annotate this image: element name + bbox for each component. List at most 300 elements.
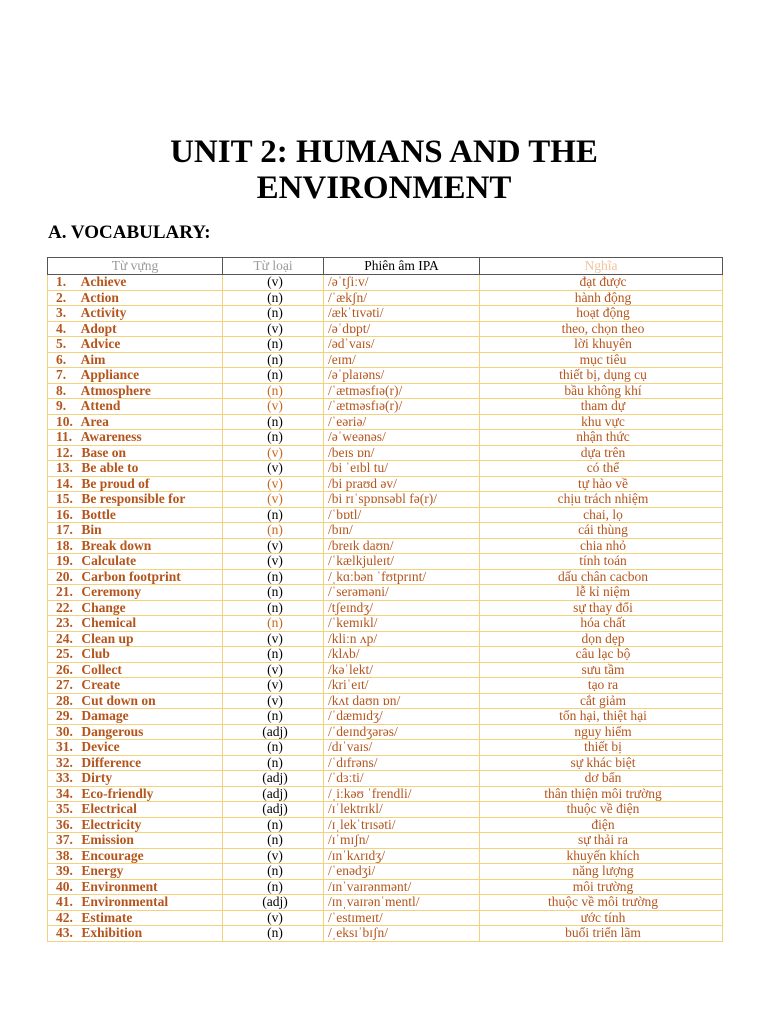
row-number: 4. bbox=[56, 321, 67, 336]
row-number: 41. bbox=[56, 894, 73, 910]
part-of-speech: (v) bbox=[223, 554, 324, 570]
word-text: Damage bbox=[81, 708, 129, 724]
vocab-word bbox=[48, 461, 223, 477]
table-row bbox=[48, 647, 723, 663]
part-of-speech: (v) bbox=[223, 461, 324, 477]
ipa-transcription: /beɪs ɒn/ bbox=[324, 445, 480, 461]
meaning: tạo ra bbox=[480, 678, 723, 694]
word-text: Bottle bbox=[81, 507, 116, 522]
vocab-word bbox=[48, 740, 223, 756]
ipa-transcription: /eɪm/ bbox=[324, 352, 480, 368]
table-row bbox=[48, 321, 723, 337]
ipa-transcription: /ˈækʃn/ bbox=[324, 290, 480, 306]
table-row bbox=[48, 399, 723, 415]
vocab-word bbox=[48, 414, 223, 430]
meaning: tự hào về bbox=[480, 476, 723, 492]
part-of-speech: (n) bbox=[223, 616, 324, 632]
part-of-speech: (v) bbox=[223, 910, 324, 926]
part-of-speech: (n) bbox=[223, 290, 324, 306]
table-row bbox=[48, 771, 723, 787]
word-text: Break down bbox=[81, 538, 152, 553]
row-number: 14. bbox=[56, 476, 73, 491]
part-of-speech: (adj) bbox=[223, 724, 324, 740]
ipa-transcription: /kʌt daʊn ɒn/ bbox=[324, 693, 480, 709]
table-row bbox=[48, 337, 723, 353]
table-row bbox=[48, 290, 723, 306]
row-number: 23. bbox=[56, 615, 73, 631]
meaning: chai, lọ bbox=[480, 507, 723, 523]
part-of-speech: (n) bbox=[223, 926, 324, 942]
row-number: 37. bbox=[56, 832, 73, 848]
vocab-word bbox=[48, 507, 223, 523]
meaning: sự thải ra bbox=[480, 833, 723, 849]
table-row bbox=[48, 864, 723, 880]
meaning: dấu chân cacbon bbox=[480, 569, 723, 585]
row-number: 34. bbox=[56, 786, 73, 801]
word-text: Difference bbox=[81, 755, 142, 770]
row-number: 38. bbox=[56, 848, 73, 863]
ipa-transcription: /kliːn ʌp/ bbox=[324, 631, 480, 647]
part-of-speech: (n) bbox=[223, 507, 324, 523]
table-row bbox=[48, 507, 723, 523]
vocab-word bbox=[48, 631, 223, 647]
ipa-transcription: /ˈbɒtl/ bbox=[324, 507, 480, 523]
table-row bbox=[48, 724, 723, 740]
vocab-word bbox=[48, 926, 223, 942]
ipa-transcription: /ˈkælkjuleɪt/ bbox=[324, 554, 480, 570]
row-number: 12. bbox=[56, 445, 73, 460]
table-row bbox=[48, 414, 723, 430]
word-text: Area bbox=[80, 414, 109, 429]
part-of-speech: (n) bbox=[223, 430, 324, 446]
table-row bbox=[48, 833, 723, 849]
ipa-transcription: /əˈdɒpt/ bbox=[324, 321, 480, 337]
row-number: 28. bbox=[56, 693, 73, 708]
word-text: Club bbox=[81, 646, 110, 662]
row-number: 17. bbox=[56, 522, 73, 538]
part-of-speech: (adj) bbox=[223, 802, 324, 818]
row-number: 10. bbox=[56, 414, 73, 429]
vocab-word bbox=[48, 864, 223, 880]
ipa-transcription: /bi ˈeɪbl tu/ bbox=[324, 461, 480, 477]
word-text: Activity bbox=[80, 305, 127, 321]
ipa-transcription: /bɪn/ bbox=[324, 523, 480, 539]
part-of-speech: (adj) bbox=[223, 895, 324, 911]
part-of-speech: (n) bbox=[223, 569, 324, 585]
ipa-transcription: /ədˈvaɪs/ bbox=[324, 337, 480, 353]
row-number: 25. bbox=[56, 646, 73, 662]
ipa-transcription: /bi praʊd əv/ bbox=[324, 476, 480, 492]
word-text: Be able to bbox=[81, 460, 139, 476]
vocab-word bbox=[48, 848, 223, 864]
meaning: theo, chọn theo bbox=[480, 321, 723, 337]
word-text: Calculate bbox=[81, 553, 137, 569]
table-row bbox=[48, 910, 723, 926]
word-text: Clean up bbox=[81, 631, 134, 646]
part-of-speech: (n) bbox=[223, 368, 324, 384]
ipa-transcription: /ɪˈlektrɪkl/ bbox=[324, 802, 480, 818]
row-number: 39. bbox=[56, 863, 73, 879]
ipa-transcription: /əˈplaɪəns/ bbox=[324, 368, 480, 384]
row-number: 31. bbox=[56, 739, 73, 755]
word-text: Be responsible for bbox=[81, 491, 186, 507]
meaning: cái thùng bbox=[480, 523, 723, 539]
ipa-transcription: /əˈtʃiːv/ bbox=[324, 275, 480, 291]
meaning: tham dự bbox=[480, 399, 723, 415]
row-number: 5. bbox=[56, 336, 67, 352]
row-number: 13. bbox=[56, 460, 73, 476]
ipa-transcription: /ˈdæmɪdʒ/ bbox=[324, 709, 480, 725]
part-of-speech: (n) bbox=[223, 647, 324, 663]
vocab-word bbox=[48, 817, 223, 833]
meaning: lời khuyên bbox=[480, 337, 723, 353]
row-number: 15. bbox=[56, 491, 73, 507]
word-text: Create bbox=[81, 677, 121, 693]
ipa-transcription: /bi rɪˈspɒnsəbl fə(r)/ bbox=[324, 492, 480, 508]
table-row bbox=[48, 600, 723, 616]
vocab-word bbox=[48, 879, 223, 895]
vocab-word bbox=[48, 569, 223, 585]
row-number: 35. bbox=[56, 801, 73, 817]
meaning: hoạt động bbox=[480, 306, 723, 322]
header-word: Từ vựng bbox=[48, 258, 223, 275]
row-number: 8. bbox=[56, 383, 67, 398]
table-row bbox=[48, 445, 723, 461]
table-row bbox=[48, 476, 723, 492]
word-text: Cut down on bbox=[81, 693, 156, 708]
part-of-speech: (v) bbox=[223, 848, 324, 864]
row-number: 26. bbox=[56, 662, 73, 677]
table-row bbox=[48, 554, 723, 570]
word-text: Energy bbox=[81, 863, 124, 879]
title-line-2: ENVIRONMENT bbox=[256, 170, 512, 206]
vocab-word bbox=[48, 554, 223, 570]
row-number: 9. bbox=[56, 398, 67, 414]
vocab-word bbox=[48, 290, 223, 306]
ipa-transcription: /ɪnˌvaɪrənˈmentl/ bbox=[324, 895, 480, 911]
meaning: tổn hại, thiệt hại bbox=[480, 709, 723, 725]
meaning: đạt được bbox=[480, 275, 723, 291]
vocab-word bbox=[48, 352, 223, 368]
vocab-word bbox=[48, 724, 223, 740]
meaning: thiết bị, dụng cụ bbox=[480, 368, 723, 384]
meaning: nhận thức bbox=[480, 430, 723, 446]
table-row bbox=[48, 740, 723, 756]
meaning: ước tính bbox=[480, 910, 723, 926]
table-header-row bbox=[48, 258, 723, 275]
table-row bbox=[48, 678, 723, 694]
part-of-speech: (n) bbox=[223, 879, 324, 895]
table-row bbox=[48, 352, 723, 368]
ipa-transcription: /ækˈtɪvəti/ bbox=[324, 306, 480, 322]
table-row bbox=[48, 461, 723, 477]
word-text: Dangerous bbox=[81, 724, 144, 739]
row-number: 1. bbox=[56, 274, 67, 290]
table-row bbox=[48, 383, 723, 399]
part-of-speech: (v) bbox=[223, 662, 324, 678]
row-number: 33. bbox=[56, 770, 73, 786]
vocab-word bbox=[48, 476, 223, 492]
part-of-speech: (v) bbox=[223, 476, 324, 492]
meaning: tính toán bbox=[480, 554, 723, 570]
meaning: nguy hiểm bbox=[480, 724, 723, 740]
table-row bbox=[48, 802, 723, 818]
vocab-word bbox=[48, 337, 223, 353]
row-number: 2. bbox=[56, 290, 67, 305]
part-of-speech: (n) bbox=[223, 383, 324, 399]
ipa-transcription: /ɪˈmɪʃn/ bbox=[324, 833, 480, 849]
header-meaning: Nghĩa bbox=[480, 258, 723, 275]
ipa-transcription: /breɪk daʊn/ bbox=[324, 538, 480, 554]
vocab-word bbox=[48, 445, 223, 461]
row-number: 36. bbox=[56, 817, 73, 832]
row-number: 21. bbox=[56, 584, 73, 600]
word-text: Advice bbox=[80, 336, 121, 352]
part-of-speech: (n) bbox=[223, 864, 324, 880]
row-number: 16. bbox=[56, 507, 73, 522]
vocab-word bbox=[48, 523, 223, 539]
meaning: lễ kỉ niệm bbox=[480, 585, 723, 601]
meaning: khu vực bbox=[480, 414, 723, 430]
row-number: 42. bbox=[56, 910, 73, 925]
table-row bbox=[48, 662, 723, 678]
part-of-speech: (v) bbox=[223, 678, 324, 694]
word-text: Change bbox=[81, 600, 126, 615]
part-of-speech: (n) bbox=[223, 414, 324, 430]
part-of-speech: (v) bbox=[223, 631, 324, 647]
table-row bbox=[48, 492, 723, 508]
word-text: Collect bbox=[81, 662, 122, 677]
word-text: Eco-friendly bbox=[81, 786, 154, 801]
meaning: mục tiêu bbox=[480, 352, 723, 368]
row-number: 24. bbox=[56, 631, 73, 646]
word-text: Dirty bbox=[81, 770, 113, 786]
vocab-word bbox=[48, 678, 223, 694]
table-row bbox=[48, 430, 723, 446]
vocab-word bbox=[48, 647, 223, 663]
row-number: 30. bbox=[56, 724, 73, 739]
table-row bbox=[48, 631, 723, 647]
meaning: dơ bẩn bbox=[480, 771, 723, 787]
table-row bbox=[48, 616, 723, 632]
ipa-transcription: /ɪˌlekˈtrɪsəti/ bbox=[324, 817, 480, 833]
part-of-speech: (n) bbox=[223, 755, 324, 771]
part-of-speech: (v) bbox=[223, 275, 324, 291]
part-of-speech: (n) bbox=[223, 740, 324, 756]
meaning: chia nhỏ bbox=[480, 538, 723, 554]
ipa-transcription: /ɪnˈvaɪrənmənt/ bbox=[324, 879, 480, 895]
ipa-transcription: /ˌeksɪˈbɪʃn/ bbox=[324, 926, 480, 942]
word-text: Encourage bbox=[81, 848, 144, 863]
part-of-speech: (n) bbox=[223, 709, 324, 725]
word-text: Awareness bbox=[80, 429, 142, 445]
table-row bbox=[48, 848, 723, 864]
header-part-of-speech: Từ loại bbox=[223, 258, 324, 275]
row-number: 18. bbox=[56, 538, 73, 553]
ipa-transcription: /tʃeɪndʒ/ bbox=[324, 600, 480, 616]
vocab-word bbox=[48, 802, 223, 818]
meaning: dọn dẹp bbox=[480, 631, 723, 647]
part-of-speech: (n) bbox=[223, 337, 324, 353]
table-body bbox=[48, 275, 723, 942]
vocab-word bbox=[48, 616, 223, 632]
ipa-transcription: /ˈætməsfɪə(r)/ bbox=[324, 399, 480, 415]
vocab-word bbox=[48, 693, 223, 709]
part-of-speech: (v) bbox=[223, 693, 324, 709]
ipa-transcription: /kriˈeɪt/ bbox=[324, 678, 480, 694]
word-text: Device bbox=[81, 739, 120, 755]
part-of-speech: (adj) bbox=[223, 786, 324, 802]
row-number: 11. bbox=[56, 429, 73, 445]
part-of-speech: (v) bbox=[223, 445, 324, 461]
meaning: thân thiện môi trường bbox=[480, 786, 723, 802]
word-text: Exhibition bbox=[81, 925, 143, 941]
meaning: dựa trên bbox=[480, 445, 723, 461]
word-text: Carbon footprint bbox=[81, 569, 181, 584]
meaning: hành động bbox=[480, 290, 723, 306]
vocab-word bbox=[48, 662, 223, 678]
meaning: có thể bbox=[480, 461, 723, 477]
ipa-transcription: /dɪˈvaɪs/ bbox=[324, 740, 480, 756]
vocabulary-table bbox=[47, 257, 723, 942]
meaning: thiết bị bbox=[480, 740, 723, 756]
meaning: cắt giảm bbox=[480, 693, 723, 709]
vocab-word bbox=[48, 306, 223, 322]
word-text: Chemical bbox=[81, 615, 137, 631]
part-of-speech: (n) bbox=[223, 833, 324, 849]
vocab-word bbox=[48, 755, 223, 771]
table-row bbox=[48, 709, 723, 725]
vocab-word bbox=[48, 771, 223, 787]
row-number: 40. bbox=[56, 879, 73, 894]
vocab-word bbox=[48, 895, 223, 911]
meaning: bầu không khí bbox=[480, 383, 723, 399]
table-row bbox=[48, 569, 723, 585]
vocab-word bbox=[48, 368, 223, 384]
ipa-transcription: /ˈenədʒi/ bbox=[324, 864, 480, 880]
meaning: sự khác biệt bbox=[480, 755, 723, 771]
part-of-speech: (n) bbox=[223, 585, 324, 601]
vocab-word bbox=[48, 910, 223, 926]
word-text: Environment bbox=[81, 879, 158, 894]
vocab-word bbox=[48, 833, 223, 849]
row-number: 19. bbox=[56, 553, 73, 569]
row-number: 27. bbox=[56, 677, 73, 693]
table-row bbox=[48, 926, 723, 942]
meaning: thuộc về điện bbox=[480, 802, 723, 818]
vocab-word bbox=[48, 275, 223, 291]
word-text: Action bbox=[80, 290, 119, 305]
part-of-speech: (v) bbox=[223, 399, 324, 415]
row-number: 3. bbox=[56, 305, 67, 321]
table-row bbox=[48, 585, 723, 601]
ipa-transcription: /klʌb/ bbox=[324, 647, 480, 663]
vocab-word bbox=[48, 538, 223, 554]
part-of-speech: (n) bbox=[223, 352, 324, 368]
ipa-transcription: /ɪnˈkʌrɪdʒ/ bbox=[324, 848, 480, 864]
row-number: 7. bbox=[56, 367, 67, 383]
part-of-speech: (n) bbox=[223, 306, 324, 322]
meaning: câu lạc bộ bbox=[480, 647, 723, 663]
part-of-speech: (v) bbox=[223, 321, 324, 337]
table-row bbox=[48, 523, 723, 539]
meaning: sự thay đổi bbox=[480, 600, 723, 616]
part-of-speech: (n) bbox=[223, 817, 324, 833]
meaning: thuộc về môi trường bbox=[480, 895, 723, 911]
ipa-transcription: /ˈætməsfɪə(r)/ bbox=[324, 383, 480, 399]
word-text: Electrical bbox=[81, 801, 137, 817]
vocab-word bbox=[48, 585, 223, 601]
ipa-transcription: /ˈdɜːti/ bbox=[324, 771, 480, 787]
meaning: điện bbox=[480, 817, 723, 833]
ipa-transcription: /ˈserəməni/ bbox=[324, 585, 480, 601]
vocab-word bbox=[48, 600, 223, 616]
ipa-transcription: /əˈweənəs/ bbox=[324, 430, 480, 446]
meaning: buổi triển lãm bbox=[480, 926, 723, 942]
ipa-transcription: /kəˈlekt/ bbox=[324, 662, 480, 678]
meaning: chịu trách nhiệm bbox=[480, 492, 723, 508]
word-text: Ceremony bbox=[81, 584, 142, 600]
word-text: Base on bbox=[81, 445, 127, 460]
part-of-speech: (v) bbox=[223, 538, 324, 554]
word-text: Estimate bbox=[81, 910, 133, 925]
word-text: Emission bbox=[81, 832, 134, 848]
row-number: 6. bbox=[56, 352, 67, 367]
vocab-word bbox=[48, 492, 223, 508]
table-row bbox=[48, 786, 723, 802]
table-row bbox=[48, 755, 723, 771]
vocab-word bbox=[48, 383, 223, 399]
table-row bbox=[48, 306, 723, 322]
word-text: Appliance bbox=[80, 367, 140, 383]
word-text: Bin bbox=[81, 522, 102, 538]
ipa-transcription: /ˈestɪmeɪt/ bbox=[324, 910, 480, 926]
word-text: Environmental bbox=[81, 894, 169, 910]
vocab-word bbox=[48, 321, 223, 337]
vocab-word bbox=[48, 709, 223, 725]
vocab-word bbox=[48, 430, 223, 446]
row-number: 20. bbox=[56, 569, 73, 584]
table-row bbox=[48, 817, 723, 833]
word-text: Adopt bbox=[80, 321, 117, 336]
meaning: năng lượng bbox=[480, 864, 723, 880]
row-number: 22. bbox=[56, 600, 73, 615]
table-row bbox=[48, 538, 723, 554]
page-title bbox=[0, 134, 768, 206]
table-row bbox=[48, 275, 723, 291]
word-text: Aim bbox=[80, 352, 106, 367]
word-text: Electricity bbox=[81, 817, 142, 832]
vocab-word bbox=[48, 786, 223, 802]
ipa-transcription: /ˈkemɪkl/ bbox=[324, 616, 480, 632]
part-of-speech: (adj) bbox=[223, 771, 324, 787]
ipa-transcription: /ˈdeɪndʒərəs/ bbox=[324, 724, 480, 740]
word-text: Attend bbox=[80, 398, 121, 414]
ipa-transcription: /ˈeəriə/ bbox=[324, 414, 480, 430]
table-row bbox=[48, 879, 723, 895]
part-of-speech: (n) bbox=[223, 523, 324, 539]
header-ipa: Phiên âm IPA bbox=[324, 258, 480, 275]
row-number: 32. bbox=[56, 755, 73, 770]
table-row bbox=[48, 693, 723, 709]
vocab-word bbox=[48, 399, 223, 415]
meaning: môi trường bbox=[480, 879, 723, 895]
word-text: Be proud of bbox=[81, 476, 150, 491]
part-of-speech: (n) bbox=[223, 600, 324, 616]
ipa-transcription: /ˌiːkəʊ ˈfrendli/ bbox=[324, 786, 480, 802]
row-number: 29. bbox=[56, 708, 73, 724]
row-number: 43. bbox=[56, 925, 73, 941]
